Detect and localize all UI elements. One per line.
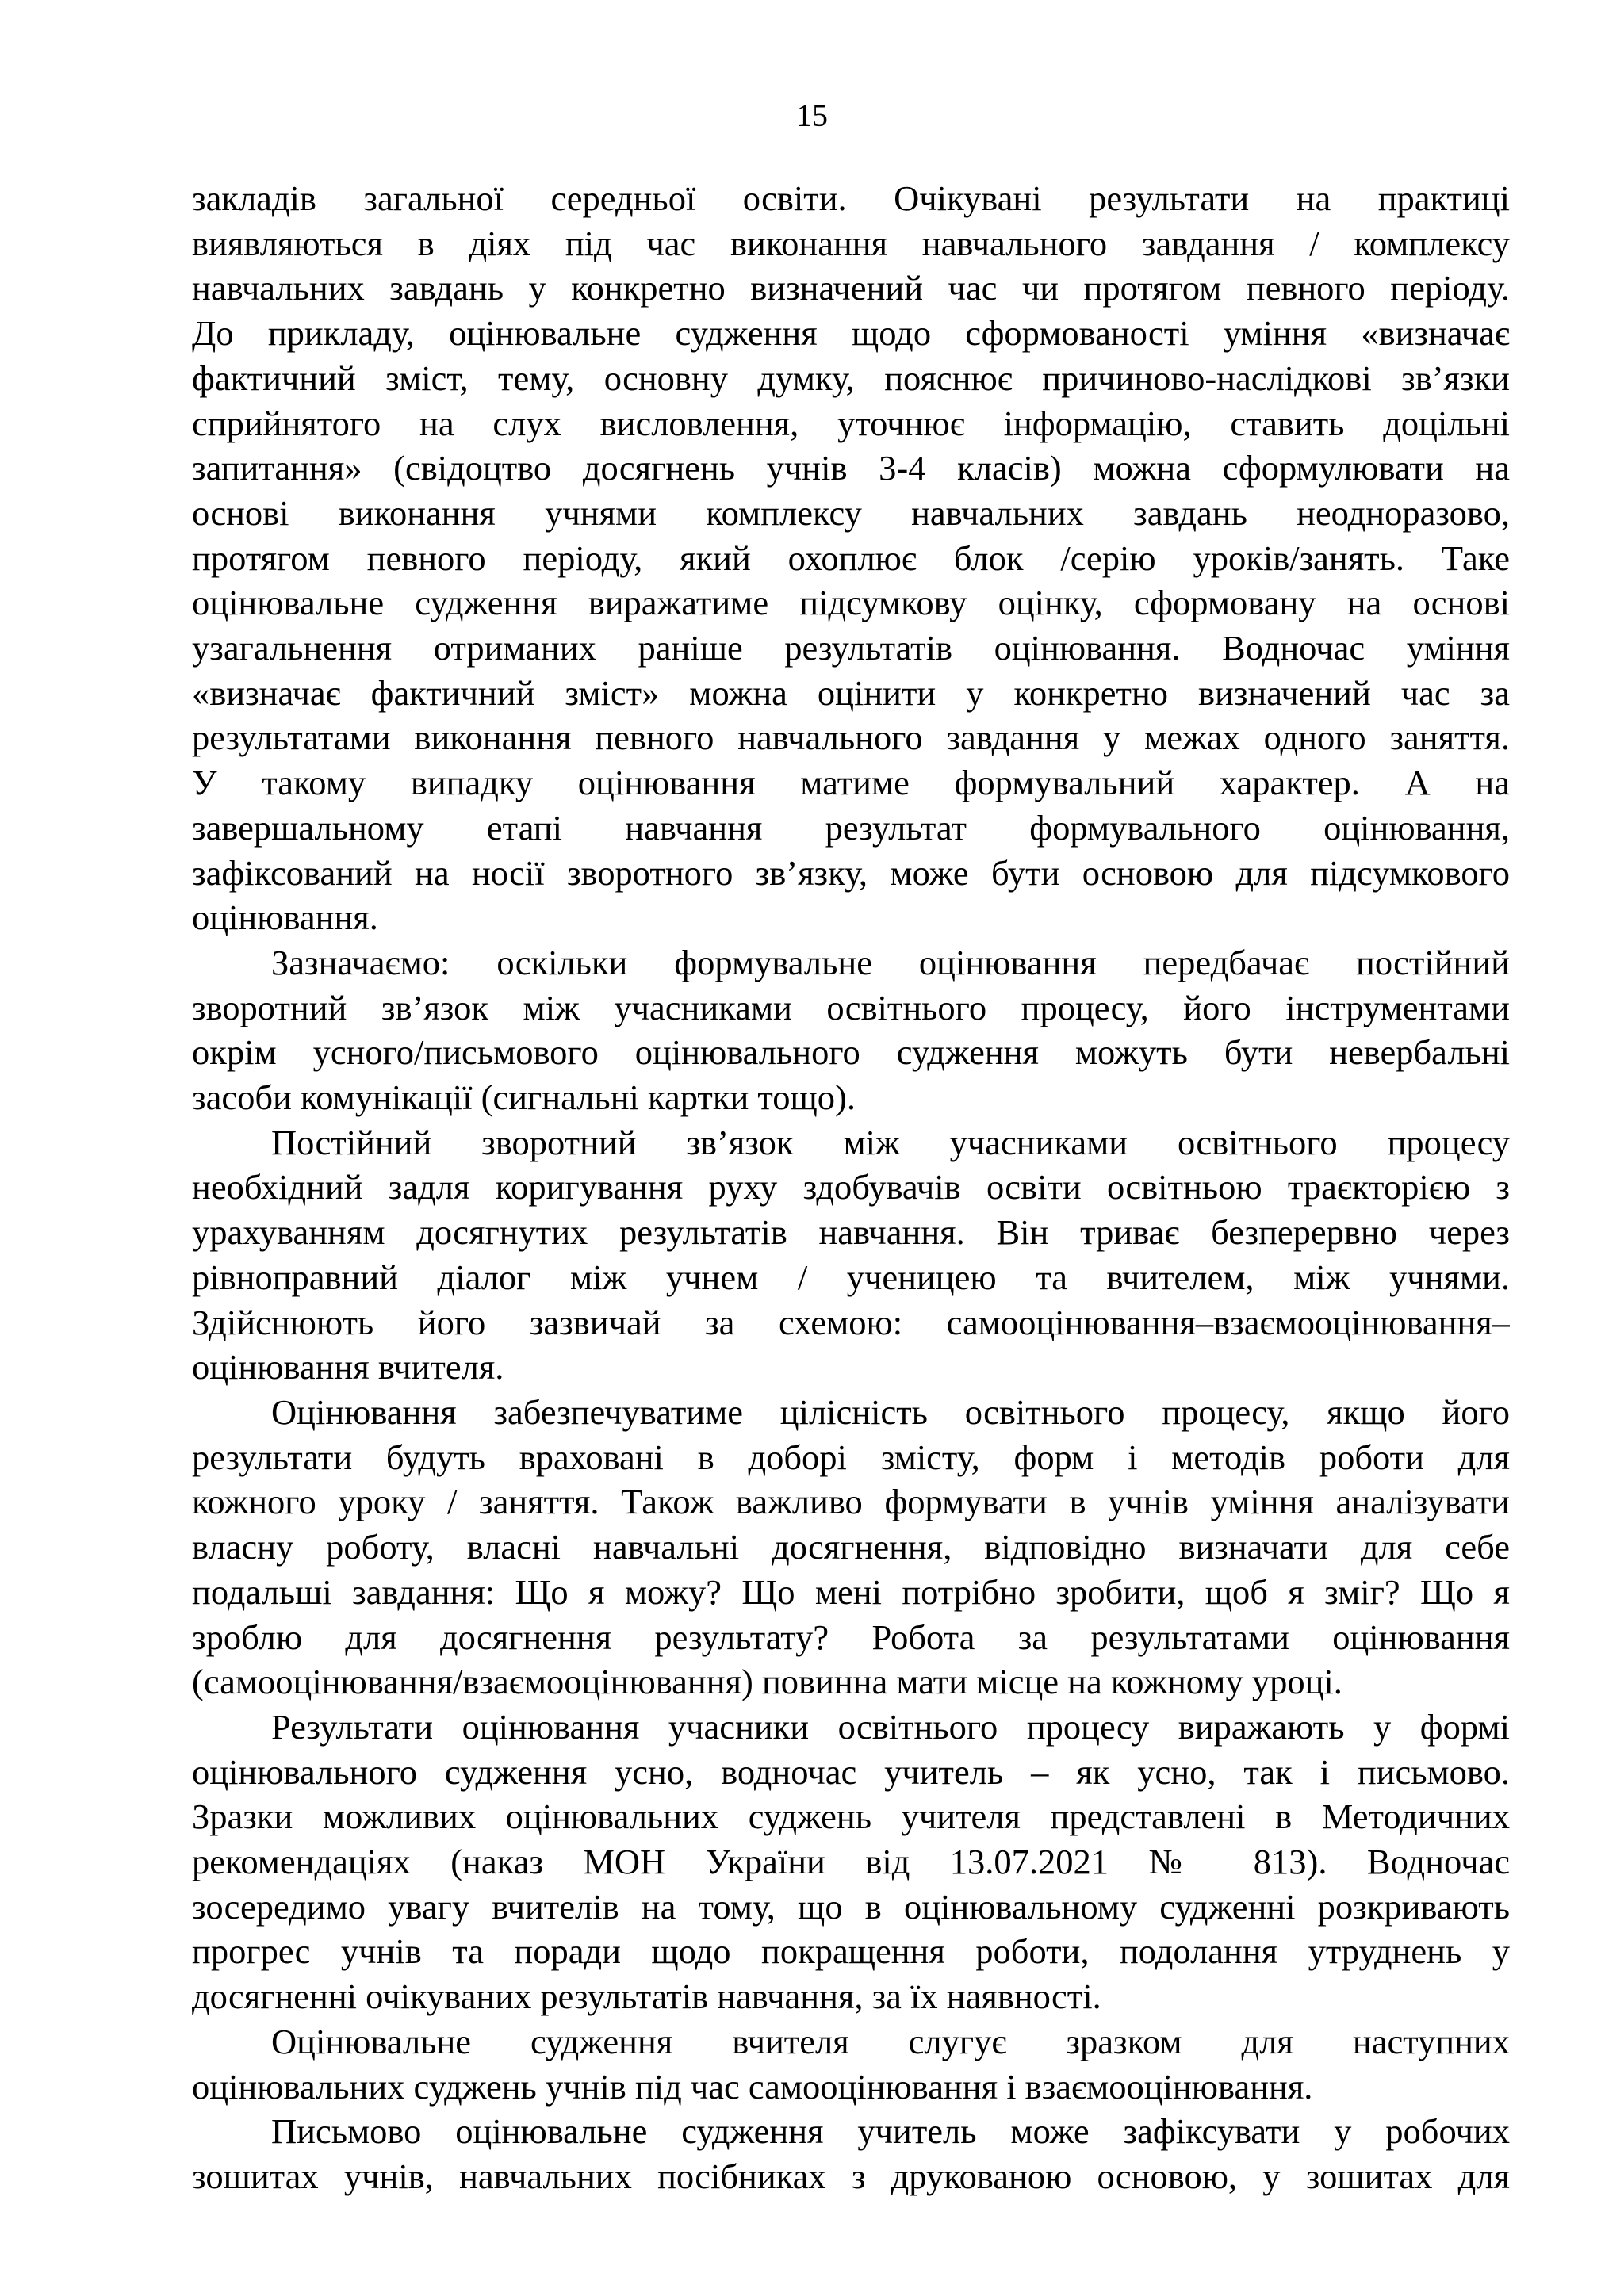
paragraph (192, 1390, 1510, 1705)
text-line: зошитах учнів, навчальних посібниках з друкованою основою, у зошитах для (192, 2156, 1510, 2196)
text-line: оцінювальних суджень учнів під час самооцінювання і взаємооцінювання. (192, 2066, 1313, 2107)
text-line: Зазначаємо: оскільки формувальне оцінювання передбачає постійний (271, 942, 1510, 982)
text-line: засоби комунікації (сигнальні картки тощо). (192, 1077, 856, 1118)
text-line: Результати оцінювання учасники освітнього процесу виражають у формі (271, 1706, 1510, 1747)
text-line: Зразки можливих оцінювальних суджень учителя представлені в Методичних (192, 1797, 1510, 1837)
text-line: подальші завдання: Що я можу? Що мені потрібно зробити, щоб я зміг? Що я (192, 1571, 1510, 1612)
text-line: протягом певного періоду, який охоплює блок /серію уроків/занять. Таке (192, 538, 1510, 578)
text-line: оцінювального судження усно, водночас учитель – як усно, так і письмово. (192, 1751, 1510, 1792)
text-line: завершальному етапі навчання результат формувального оцінювання, (192, 807, 1510, 848)
text-line: основі виконання учнями комплексу навчальних завдань неодноразово, (192, 492, 1510, 533)
text-line: Оцінювання забезпечуватиме цілісність освітнього процесу, якщо його (271, 1391, 1510, 1432)
paragraph (192, 2019, 1510, 2109)
text-line: Постійний зворотний зв’язок між учасниками освітнього процесу (271, 1122, 1510, 1162)
text-line: результати будуть враховані в доборі змісту, форм і методів роботи для (192, 1437, 1510, 1477)
text-line: Здійснюють його зазвичай за схемою: самооцінювання–взаємооцінювання– (192, 1302, 1510, 1342)
text-line: рівноправний діалог між учнем / ученицею та вчителем, між учнями. (192, 1257, 1510, 1297)
text-line: (самооцінювання/взаємооцінювання) повинна мати місце на кожному уроці. (192, 1662, 1342, 1702)
text-line: запитання» (свідоцтво досягнень учнів 3-4 класів) можна сформулювати на (192, 448, 1510, 488)
text-line: результатами виконання певного навчального завдання у межах одного заняття. (192, 718, 1510, 758)
text-line: узагальнення отриманих раніше результатів оцінювання. Водночас уміння (192, 628, 1510, 668)
text-line: урахуванням досягнутих результатів навчання. Він триває безперервно через (192, 1212, 1510, 1253)
text-line: У такому випадку оцінювання матиме формувальний характер. А на (192, 763, 1510, 803)
text-line: зосередимо увагу вчителів на тому, що в оцінювальному судженні розкривають (192, 1886, 1510, 1927)
text-line: рекомендаціях (наказ МОН України від 13.07.2021 № 813). Водночас (192, 1842, 1510, 1882)
text-line: «визначає фактичний зміст» можна оцінити у конкретно визначений час за (192, 672, 1510, 713)
text-line: прогрес учнів та поради щодо покращення роботи, подолання утруднень у (192, 1931, 1510, 1972)
text-line: зроблю для досягнення результату? Робота за результатами оцінювання (192, 1617, 1510, 1657)
text-line: зафіксований на носії зворотного зв’язку, може бути основою для підсумкового (192, 852, 1510, 893)
paragraph (192, 176, 1510, 940)
paragraph (192, 2109, 1510, 2198)
document-body (192, 176, 1510, 2199)
text-line: оцінювання. (192, 897, 378, 938)
text-line: кожного уроку / заняття. Також важливо формувати в учнів уміння аналізувати (192, 1482, 1510, 1522)
page-number: 15 (796, 98, 828, 133)
text-line: навчальних завдань у конкретно визначений час чи протягом певного періоду. (192, 268, 1510, 308)
text-line: Письмово оцінювальне судження учитель може зафіксувати у робочих (271, 2111, 1510, 2152)
text-line: закладів загальної середньої освіти. Очікувані результати на практиці (192, 178, 1510, 218)
text-line: досягненні очікуваних результатів навчання, за їх наявності. (192, 1976, 1101, 2017)
text-line: окрім усного/письмового оцінювального судження можуть бути невербальні (192, 1032, 1510, 1073)
text-line: виявляються в діях під час виконання навчального завдання / комплексу (192, 223, 1510, 263)
text-line: До прикладу, оцінювальне судження щодо сформованості уміння «визначає (192, 313, 1510, 354)
paragraph (192, 940, 1510, 1120)
text-line: оцінювання вчителя. (192, 1347, 504, 1387)
text-line: сприйнятого на слух висловлення, уточнює інформацію, ставить доцільні (192, 403, 1510, 443)
text-line: фактичний зміст, тему, основну думку, пояснює причиново-наслідкові зв’язки (192, 358, 1510, 398)
paragraph (192, 1705, 1510, 2019)
text-line: власну роботу, власні навчальні досягнення, відповідно визначати для себе (192, 1527, 1510, 1567)
text-line: оцінювальне судження виражатиме підсумкову оцінку, сформовану на основі (192, 583, 1510, 623)
text-line: необхідний задля коригування руху здобувачів освіти освітньою траєкторією з (192, 1167, 1510, 1207)
text-line: зворотний зв’язок між учасниками освітнього процесу, його інструментами (192, 987, 1510, 1027)
paragraph (192, 1120, 1510, 1390)
text-line: Оцінювальне судження вчителя слугує зразком для наступних (271, 2021, 1510, 2061)
